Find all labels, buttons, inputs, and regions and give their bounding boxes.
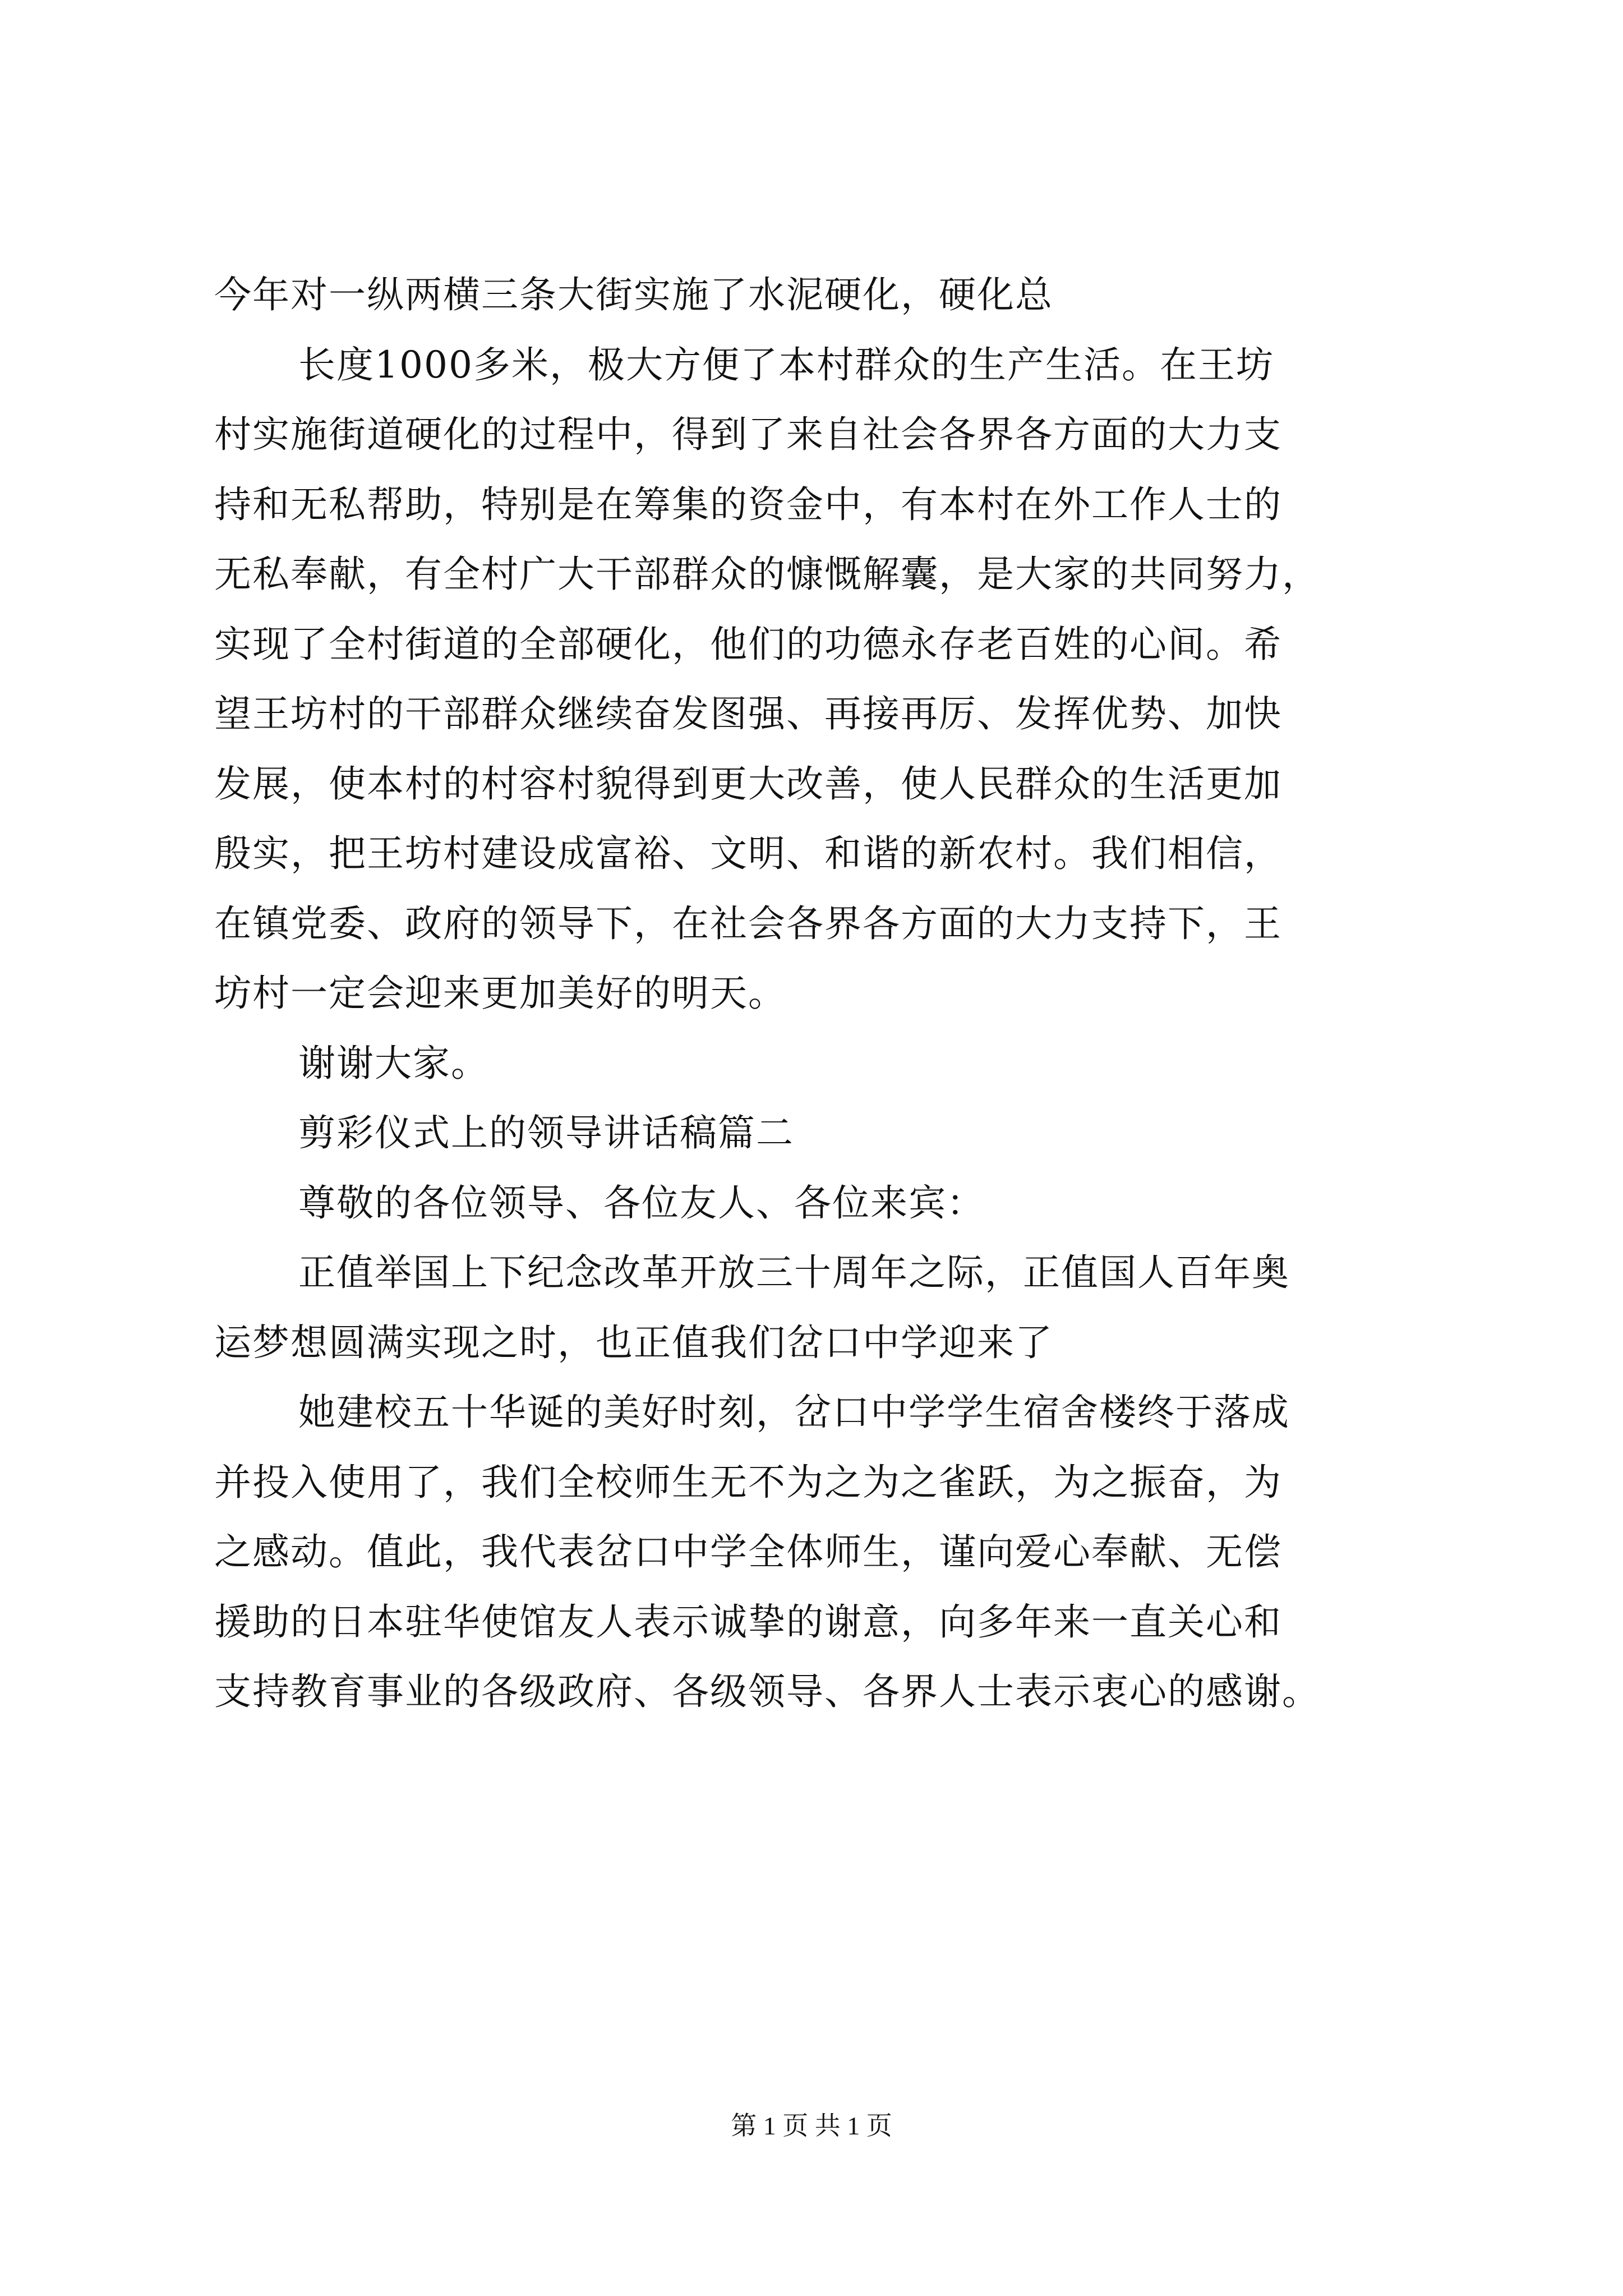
text-line: 无私奉献，有全村广大干部群众的慷慨解囊，是大家的共同努力，: [214, 553, 1320, 596]
text-line: 在镇党委、政府的领导下，在社会各界各方面的大力支持下，王: [214, 901, 1282, 945]
text-line: 长度1000多米，极大方便了本村群众的生产生活。在王坊: [298, 343, 1274, 386]
text-line: 持和无私帮助，特别是在筹集的资金中，有本村在外工作人士的: [214, 482, 1282, 526]
text-line: 援助的日本驻华使馆友人表示诚挚的谢意，向多年来一直关心和: [214, 1600, 1282, 1644]
text-line: 发展，使本村的村容村貌得到更大改善，使人民群众的生活更加: [214, 762, 1282, 806]
document-body: [214, 260, 1420, 1727]
page-footer: 第 1 页 共 1 页: [731, 2111, 892, 2140]
text-line: 谢谢大家。: [298, 1041, 489, 1085]
text-line: 运梦想圆满实现之时，也正值我们岔口中学迎来了: [214, 1320, 1053, 1364]
section-heading: 剪彩仪式上的领导讲话稿篇二: [298, 1111, 794, 1154]
text-line: 之感动。值此，我代表岔口中学全体师生，谨向爱心奉献、无偿: [214, 1530, 1282, 1573]
text-line: 正值举国上下纪念改革开放三十周年之际，正值国人百年奥: [298, 1251, 1290, 1294]
text-line: 她建校五十华诞的美好时刻，岔口中学学生宿舍楼终于落成: [298, 1391, 1290, 1434]
salutation: 尊敬的各位领导、各位友人、各位来宾：: [298, 1181, 985, 1225]
text-line: 实现了全村街道的全部硬化，他们的功德永存老百姓的心间。希: [214, 622, 1282, 666]
text-line: 支持教育事业的各级政府、各级领导、各界人士表示衷心的感谢。: [214, 1670, 1320, 1713]
text-line: 并投入使用了，我们全校师生无不为之为之雀跃，为之振奋，为: [214, 1460, 1282, 1504]
text-line: 望王坊村的干部群众继续奋发图强、再接再厉、发挥优势、加快: [214, 692, 1282, 735]
text-line: 坊村一定会迎来更加美好的明天。: [214, 972, 786, 1015]
text-line: 村实施街道硬化的过程中，得到了来自社会各界各方面的大力支: [214, 413, 1282, 456]
text-line: 今年对一纵两横三条大街实施了水泥硬化，硬化总: [214, 273, 1053, 316]
text-line: 殷实，把王坊村建设成富裕、文明、和谐的新农村。我们相信，: [214, 832, 1282, 875]
